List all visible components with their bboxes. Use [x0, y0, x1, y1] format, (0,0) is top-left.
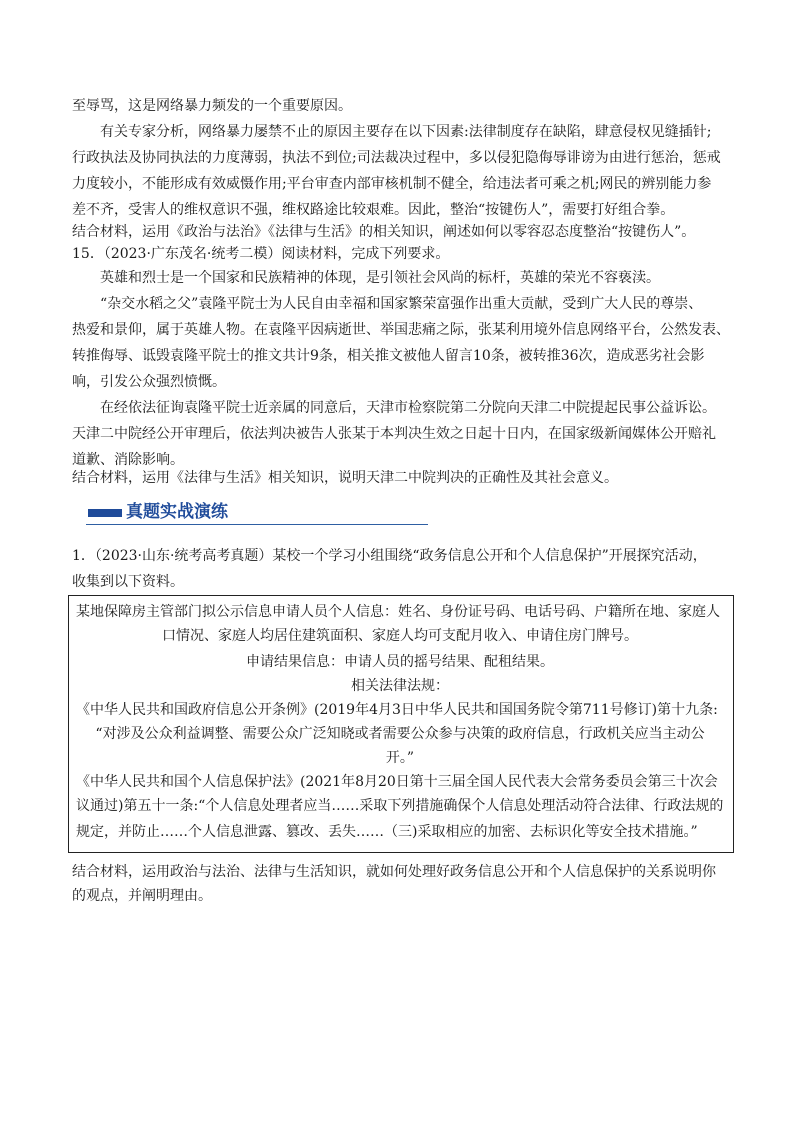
box-line: 《中华人民共和国政府信息公开条例》(2019年4月3日中华人民共和国国务院令第711号修订)第十九条:	[76, 702, 718, 718]
box-line: “对涉及公众利益调整、需要公众广泛知晓或者需要公众参与决策的政府信息，行政机关应当主动公	[95, 726, 705, 742]
question-1-requirement-cont: 的观点，并阐明理由。	[72, 888, 212, 904]
box-line: 规定，并防止……个人信息泄露、篡改、丢失……（三)采取相应的加密、去标识化等安全技术措施。”	[76, 824, 698, 840]
question-1-heading: 1．（2023·山东·统考高考真题）某校一个学习小组围绕“政务信息公开和个人信息保护”开展探究活动，	[72, 548, 707, 564]
question-15-heading: 15．（2023·广东茂名·统考二模）阅读材料，完成下列要求。	[72, 246, 450, 262]
paragraph-line: 转推侮辱、诋毁袁隆平院士的推文共计9条，相关推文被他人留言10条，被转推36次，造成恶劣社会影	[72, 348, 705, 364]
paragraph-line: 热爱和景仰，属于英雄人物。在袁隆平因病逝世、举国悲痛之际，张某利用境外信息网络平台，公然发表、	[72, 322, 730, 338]
question-15-requirement: 结合材料，运用《法律与生活》相关知识，说明天津二中院判决的正确性及其社会意义。	[72, 470, 618, 486]
question-14-requirement: 结合材料，运用《政治与法治》《法律与生活》的相关知识，阐述如何以零容忍态度整治“按键伤人”。	[72, 224, 696, 240]
paragraph-line: 道歉、消除影响。	[72, 452, 184, 468]
paragraph-line: 英雄和烈士是一个国家和民族精神的体现，是引领社会风尚的标杆，英雄的荣光不容亵渎。	[100, 270, 660, 286]
box-line: 某地保障房主管部门拟公示信息申请人员个人信息：姓名、身份证号码、电话号码、户籍所在地、家庭人	[76, 604, 720, 620]
paragraph-line: 至辱骂，这是网络暴力频发的一个重要原因。	[72, 98, 352, 114]
section-title: 真题实战演练	[126, 502, 228, 522]
paragraph-line: 响，引发公众强烈愤慨。	[72, 374, 226, 390]
paragraph-line: 力度较小，不能形成有效威慑作用;平台审查内部审核机制不健全，给违法者可乘之机;网民的辨别能力参	[72, 176, 712, 192]
box-line: 议通过)第五十一条:“个人信息处理者应当……采取下列措施确保个人信息处理活动符合法律、行政法规的	[76, 798, 724, 814]
paragraph-line: 有关专家分析，网络暴力屡禁不止的原因主要存在以下因素:法律制度存在缺陷，肆意侵权见缝插针;	[100, 124, 712, 140]
paragraph-line: 在经依法征询袁隆平院士近亲属的同意后，天津市检察院第二分院向天津二中院提起民事公益诉讼。	[100, 400, 716, 416]
box-line: 口情况、家庭人均居住建筑面积、家庭人均可支配月收入、申请住房门牌号。	[162, 628, 638, 644]
paragraph-line: 差不齐，受害人的维权意识不强，维权路途比较艰难。因此，整治“按键伤人”，需要打好组合拳。	[72, 202, 675, 218]
section-banner	[86, 500, 428, 525]
box-line: 开。”	[385, 750, 415, 766]
banner-bar-icon	[88, 509, 122, 517]
question-1-heading-cont: 收集到以下资料。	[72, 574, 184, 590]
paragraph-line: 行政执法及协同执法的力度薄弱，执法不到位;司法裁决过程中，多以侵犯隐侮辱诽谤为由进行惩治，惩戒	[72, 150, 721, 166]
box-line: 申请结果信息：申请人员的摇号结果、配租结果。	[246, 654, 554, 670]
box-line: 相关法律法规：	[351, 678, 449, 694]
box-line: 《中华人民共和国个人信息保护法》(2021年8月20日第十三届全国人民代表大会常务委员会第三十次会	[76, 774, 718, 790]
question-1-requirement: 结合材料，运用政治与法治、法律与生活知识，就如何处理好政务信息公开和个人信息保护的关系说明你	[72, 864, 716, 880]
paragraph-line: “杂交水稻之父”袁隆平院士为人民自由幸福和国家繁荣富强作出重大贡献，受到广大人民的尊崇、	[100, 296, 703, 312]
paragraph-line: 天津二中院经公开审理后，依法判决被告人张某于本判决生效之日起十日内，在国家级新闻媒体公开赔礼	[72, 426, 716, 442]
